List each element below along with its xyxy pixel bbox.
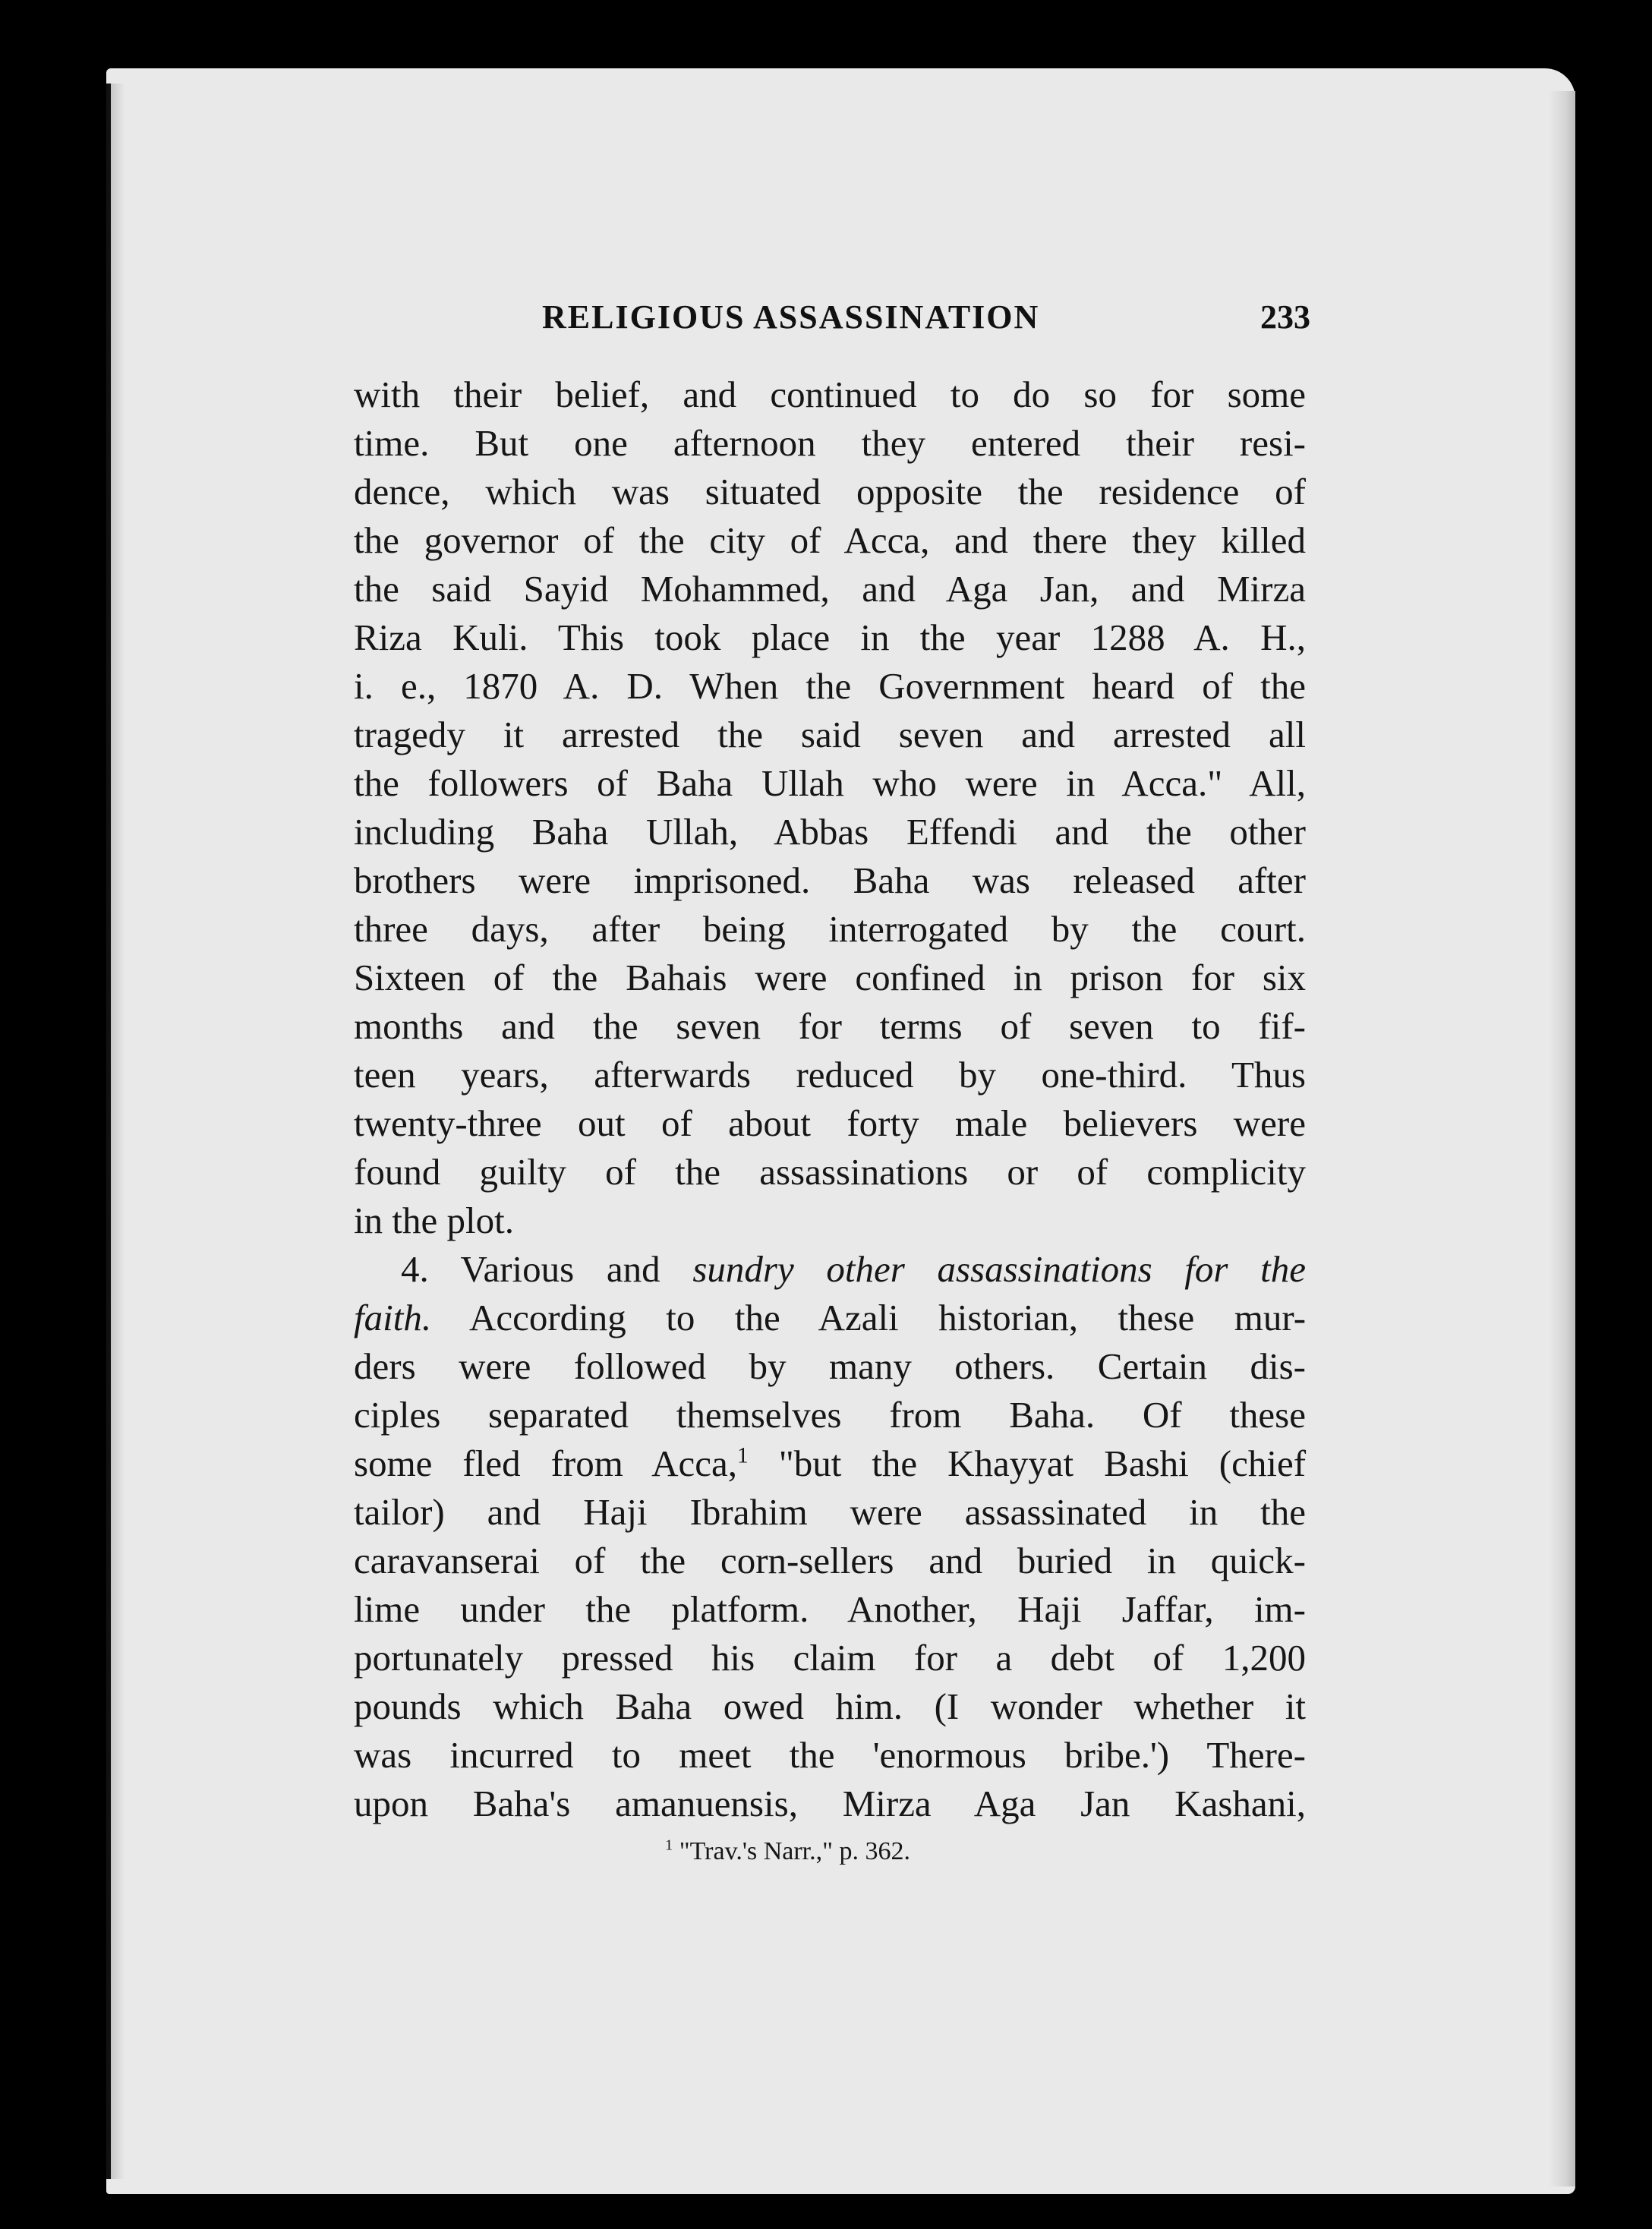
text-line: portunately pressed his claim for a debt of 1,200 xyxy=(354,1637,1306,1679)
text-line: was incurred to meet the 'enormous bribe.') There- xyxy=(354,1734,1306,1776)
section-heading-italic: sundry other assassinations for the xyxy=(692,1248,1307,1290)
text-line: caravanserai of the corn-sellers and buried in quick- xyxy=(354,1540,1306,1581)
text-fragment: some fled from Acca, xyxy=(354,1442,738,1484)
text-fragment: "but the Khayyat Bashi (chief xyxy=(778,1442,1307,1484)
text-line xyxy=(354,1294,1306,1342)
text-line: including Baha Ullah, Abbas Effendi and the other xyxy=(354,811,1306,853)
section-heading-italic-end: faith. xyxy=(354,1297,432,1338)
footnote-reference: 1 xyxy=(737,1443,749,1468)
text-line: the followers of Baha Ullah who were in Acca." All, xyxy=(354,762,1306,804)
section-heading-lead: Various and xyxy=(460,1248,660,1290)
text-line: tailor) and Haji Ibrahim were assassinated in the xyxy=(354,1491,1306,1533)
text-line: ders were followed by many others. Certain dis- xyxy=(354,1345,1306,1387)
text-line: Riza Kuli. This took place in the year 1288 A. H., xyxy=(354,616,1306,658)
text-line: the governor of the city of Acca, and there they killed xyxy=(354,519,1306,561)
page-number: 233 xyxy=(1260,298,1310,336)
text-line: found guilty of the assassinations or of complicity xyxy=(354,1151,1306,1193)
text-line: the said Sayid Mohammed, and Aga Jan, and Mirza xyxy=(354,568,1306,610)
text-line: twenty-three out of about forty male believers were xyxy=(354,1102,1306,1144)
section-number: 4. xyxy=(401,1248,429,1290)
text-line: time. But one afternoon they entered their resi- xyxy=(354,422,1306,464)
text-line: tragedy it arrested the said seven and arrested all xyxy=(354,714,1306,755)
text-line: with their belief, and continued to do so for some xyxy=(354,374,1306,415)
footnote-marker: 1 xyxy=(665,1836,673,1854)
body-text xyxy=(354,370,1306,1828)
text-line: teen years, afterwards reduced by one-third. Thus xyxy=(354,1054,1306,1096)
text-line: i. e., 1870 A. D. When the Government heard of the xyxy=(354,665,1306,707)
text-line: brothers were imprisoned. Baha was released after xyxy=(354,859,1306,901)
spine-shadow xyxy=(111,84,125,2179)
footnote-text: "Trav.'s Narr.," p. 362. xyxy=(679,1837,911,1865)
text-line: pounds which Baha owed him. (I wonder whether it xyxy=(354,1685,1306,1727)
text-line: in the plot. xyxy=(354,1200,514,1241)
page-edge-shadow xyxy=(1549,91,1575,2186)
text-line: upon Baha's amanuensis, Mirza Aga Jan Kashani, xyxy=(354,1783,1306,1824)
text-line: ciples separated themselves from Baha. Of these xyxy=(354,1394,1306,1436)
running-head: RELIGIOUS ASSASSINATION xyxy=(542,298,1040,336)
text-line: three days, after being interrogated by the court. xyxy=(354,908,1306,950)
text-fragment: According to the Azali historian, these mur- xyxy=(468,1297,1307,1338)
section-heading-line xyxy=(354,1245,1306,1294)
text-line xyxy=(354,1439,1306,1488)
text-line: lime under the platform. Another, Haji Jaffar, im- xyxy=(354,1588,1306,1630)
text-line: months and the seven for terms of seven to fif- xyxy=(354,1005,1306,1047)
text-line: Sixteen of the Bahais were confined in prison for six xyxy=(354,957,1306,998)
text-line: dence, which was situated opposite the residence of xyxy=(354,471,1306,512)
footnote xyxy=(665,1837,1196,1866)
